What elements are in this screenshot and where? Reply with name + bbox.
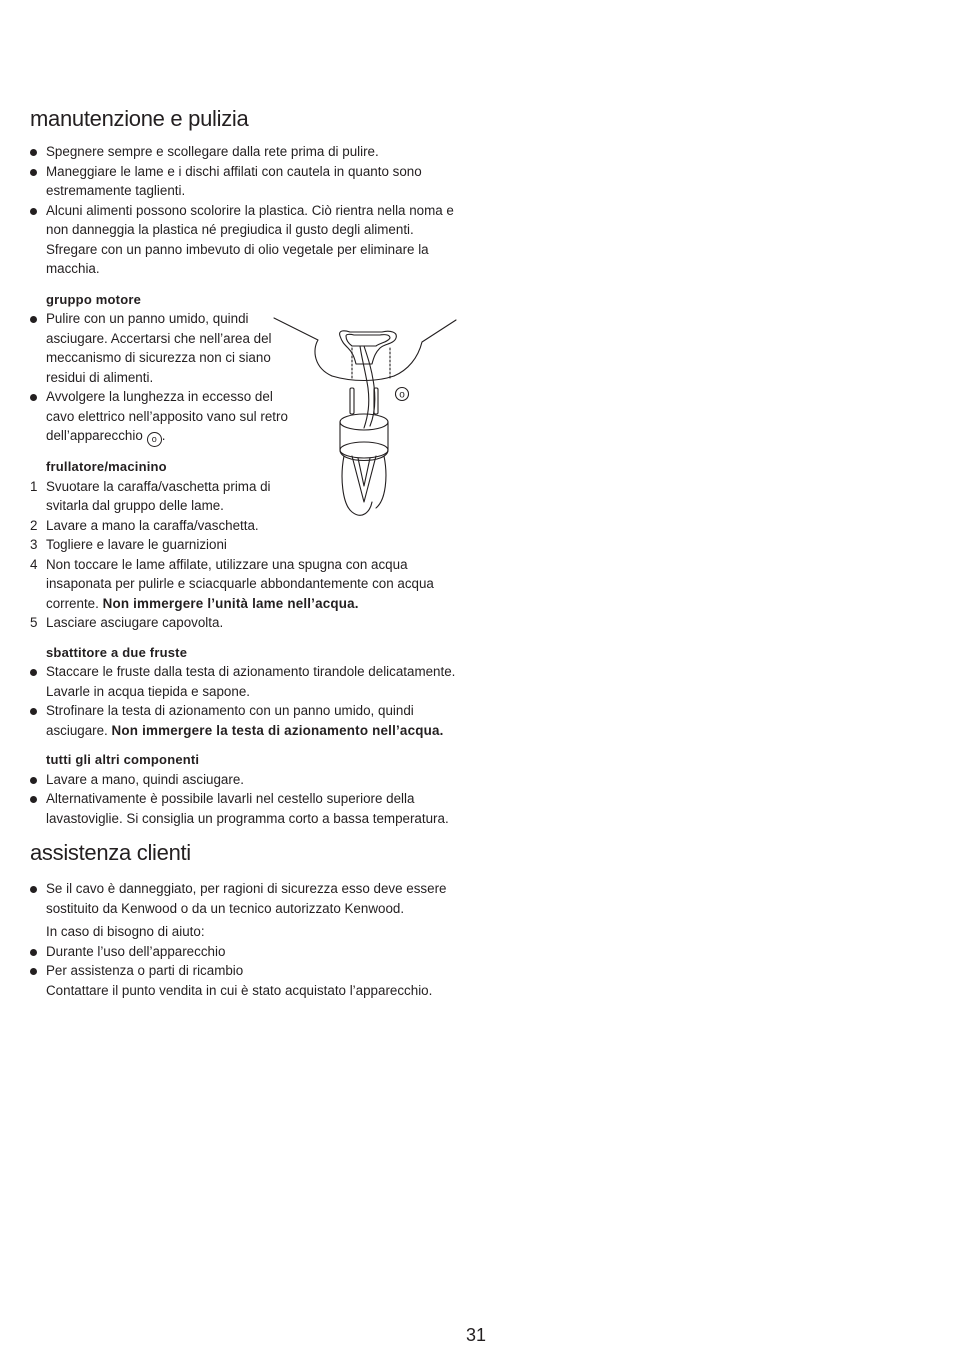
help-intro: In caso di bisogno di aiuto:	[46, 924, 205, 939]
whisk-list	[30, 662, 460, 740]
service-list	[30, 879, 460, 918]
motor-list	[30, 309, 292, 447]
list-item: Strofinare la testa di azionamento con un panno umido, quindi asciugare. Non immergere la testa di azionamento nell’acqua.	[30, 701, 460, 740]
maintenance-intro-list	[30, 142, 460, 279]
callout-o-label: o	[399, 389, 405, 401]
list-item: Alcuni alimenti possono scolorire la plastica. Ciò rientra nella noma e non danneggia la plastica né pregiudica il gusto degli alimenti. Sfregare con un panno imbevuto di olio vegetale per eliminare la macchia.	[30, 201, 460, 279]
content-column	[30, 104, 460, 1000]
bullet-icon	[30, 169, 37, 176]
bullet-icon	[30, 968, 37, 975]
cord-storage-illustration	[272, 316, 462, 521]
plug-tail	[352, 456, 376, 502]
base-outline-left	[274, 318, 332, 376]
plug-pin-left	[350, 388, 354, 414]
list-item: Se il cavo è danneggiato, per ragioni di sicurezza esso deve essere sostituito da Kenwood o da un tecnico autorizzato Kenwood.	[30, 879, 460, 918]
step-item: 3 Togliere e lavare le guarnizioni	[30, 537, 227, 552]
step-item: 1 Svuotare la caraffa/vaschetta prima di svitarla dal gruppo delle lame.	[30, 478, 271, 513]
bullet-icon	[30, 316, 37, 323]
bullet-icon	[30, 394, 37, 401]
list-item: Per assistenza o parti di ricambio	[30, 961, 460, 981]
list-item: Durante l’uso dell’apparecchio	[30, 942, 460, 962]
bullet-icon	[30, 208, 37, 215]
list-item: Lavare a mano, quindi asciugare.	[30, 770, 460, 790]
bullet-icon	[30, 669, 37, 676]
list-item: Staccare le fruste dalla testa di azionamento tirandole delicatamente. Lavarle in acqua tiepida e sapone.	[30, 662, 460, 701]
step-item: 2 Lavare a mano la caraffa/vaschetta.	[30, 517, 259, 533]
help-list	[30, 942, 460, 981]
callout-o-icon: o	[147, 432, 162, 447]
plug-face-bottom	[340, 442, 388, 458]
base-outline-right	[394, 320, 456, 376]
cord-recess-inner	[346, 334, 390, 346]
others-list	[30, 770, 460, 829]
bullet-icon	[30, 796, 37, 803]
cord-loop-right	[376, 456, 386, 508]
bullet-icon	[30, 886, 37, 893]
plug-tail-inner	[358, 458, 370, 486]
motor-heading: gruppo motore	[46, 291, 142, 307]
list-item: Spegnere sempre e scollegare dalla rete prima di pulire.	[30, 142, 460, 162]
page-number: 31	[466, 1325, 487, 1345]
others-heading: tutti gli altri componenti	[46, 752, 200, 767]
bullet-icon	[30, 708, 37, 715]
bullet-icon	[30, 949, 37, 956]
list-item: Pulire con un panno umido, quindi asciugare. Accertarsi che nell’area del meccanismo di sicurezza non ci siano residui di alimenti.	[30, 309, 292, 387]
bullet-icon	[30, 777, 37, 784]
list-item: Avvolgere la lunghezza in eccesso del cavo elettrico nell’apposito vano sul retro dell’apparecchio o .	[30, 387, 292, 447]
cord-loop-left	[342, 456, 372, 515]
bullet-icon	[30, 149, 37, 156]
list-item: Alternativamente è possibile lavarli nel cestello superiore della lavastoviglie. Si consiglia un programma corto a bassa temperatura.	[30, 789, 460, 828]
blender-heading: frullatore/macinino	[46, 459, 167, 474]
list-item: Maneggiare le lame e i dischi affilati con cautela in quanto sono estremamente taglienti.	[30, 162, 460, 201]
service-title: assistenza clienti	[30, 840, 191, 865]
step-item: 4 Non toccare le lame affilate, utilizzare una spugna con acqua insaponata per pulirle e sciacquarle abbondantemente con acqua corrente. Non immergere l’unità lame nell’acqua.	[30, 556, 434, 611]
step-item: 5 Lasciare asciugare capovolta.	[30, 615, 224, 630]
maintenance-title: manutenzione e pulizia	[30, 106, 249, 131]
base-bottom-edge	[332, 376, 394, 381]
contact-text: Contattare il punto vendita in cui è stato acquistato l’apparecchio.	[46, 982, 433, 998]
whisk-heading: sbattitore a due fruste	[46, 644, 188, 660]
